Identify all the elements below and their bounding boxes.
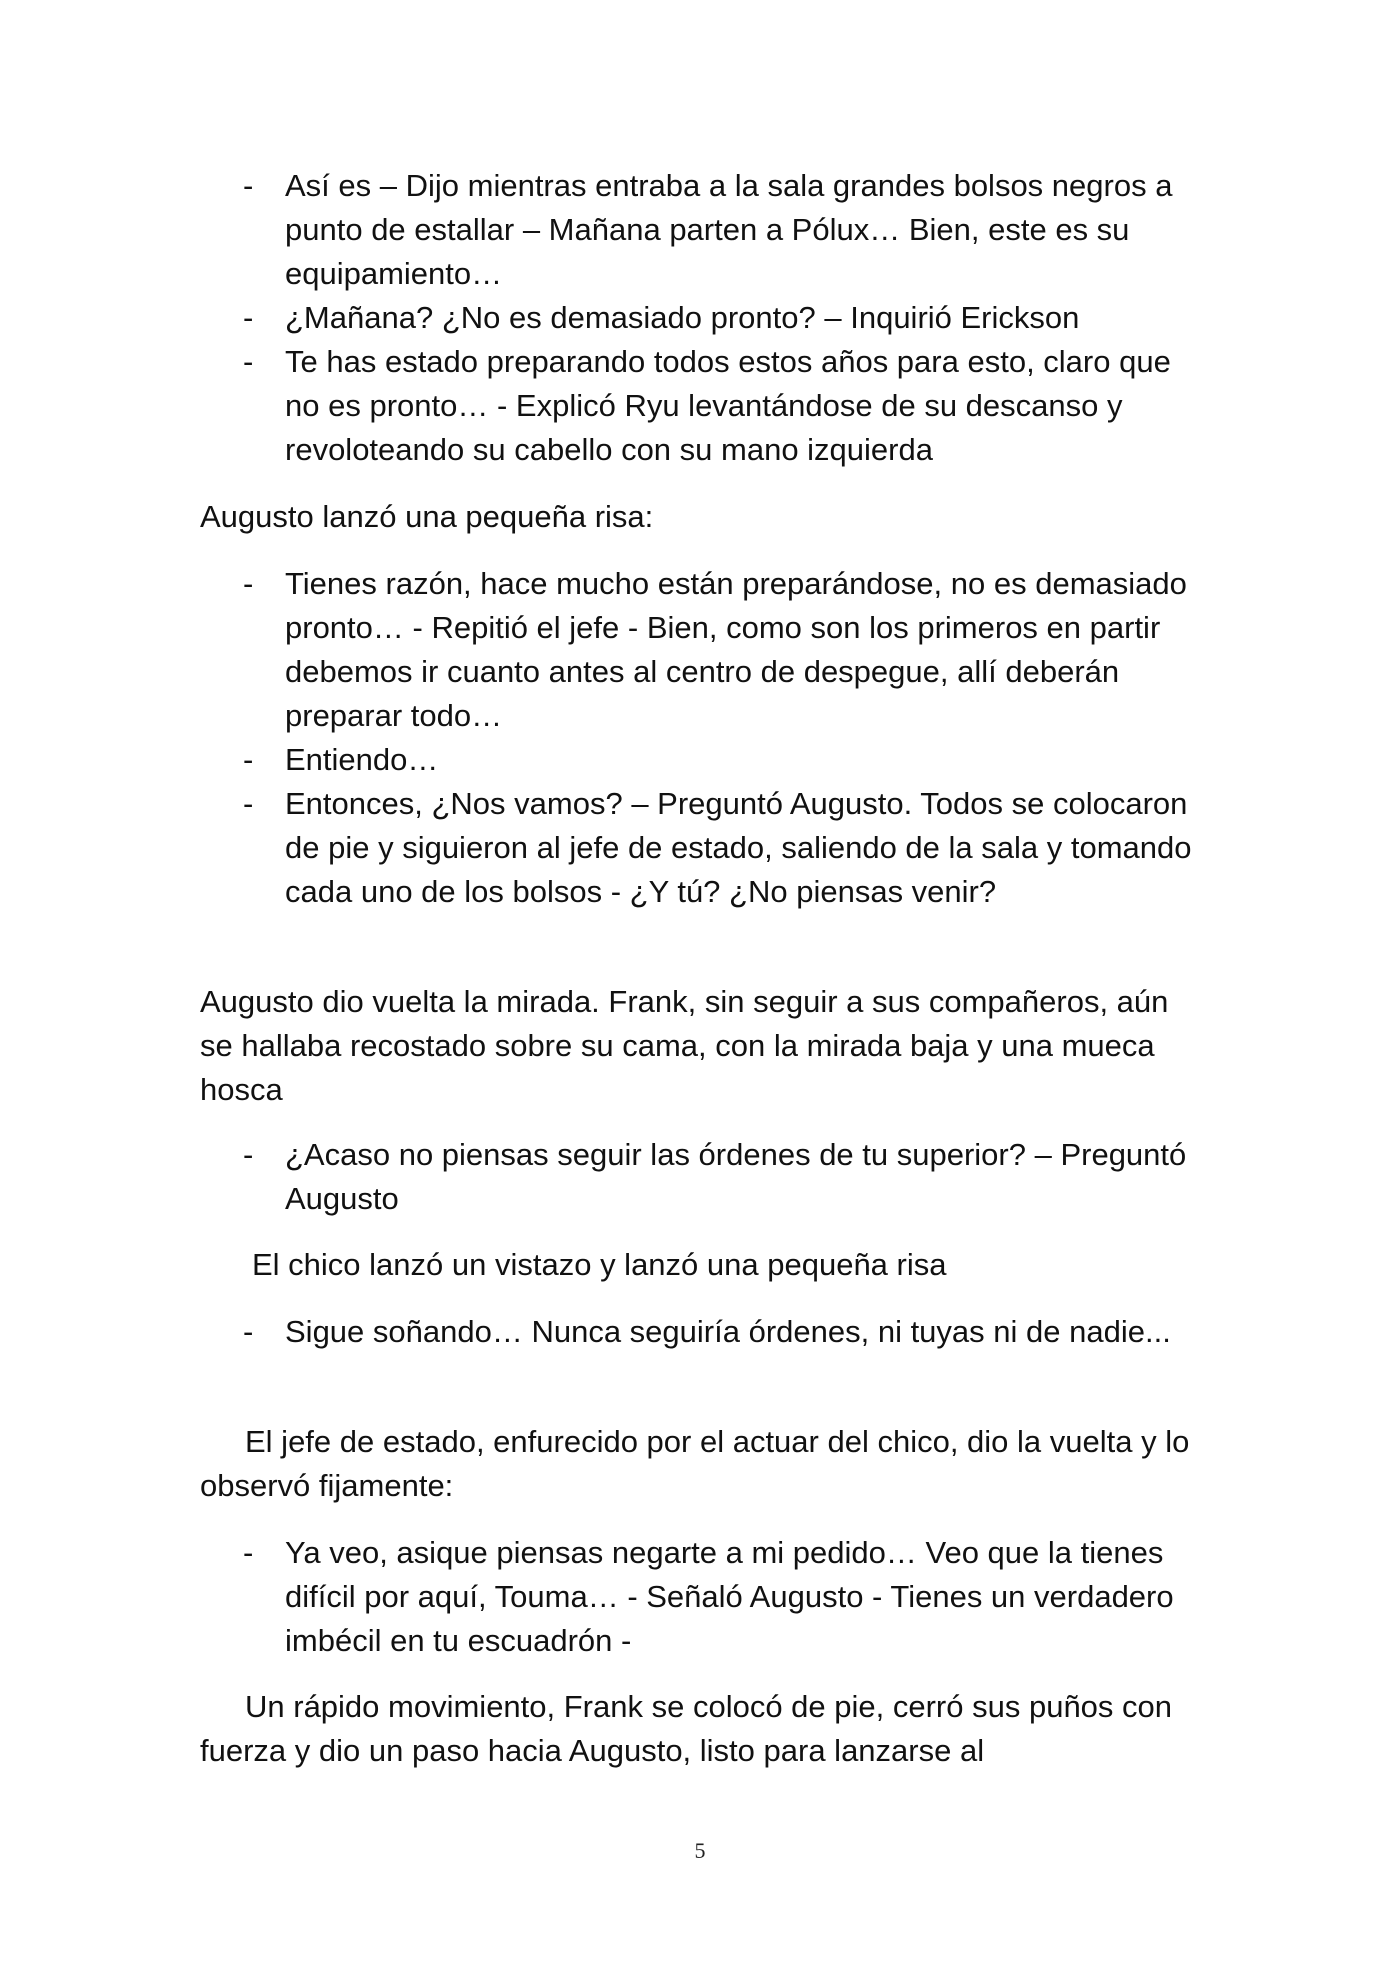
dialogue-dash: - (243, 1535, 254, 1570)
narration-paragraph: El chico lanzó un vistazo y lanzó una pequeña risa (252, 1247, 947, 1282)
dialogue-line (0, 1310, 1400, 1354)
dialogue-block-2 (0, 562, 1400, 914)
dialogue-line (0, 296, 1400, 340)
dialogue-list-3 (0, 1133, 1400, 1221)
narration-paragraph: Augusto lanzó una pequeña risa: (200, 499, 654, 534)
dialogue-text: Ya veo, asique piensas negarte a mi pedido… Veo que la tienes difícil por aquí, Touma… - Señaló Augusto - Tienes un verdadero imbécil en tu escuadrón - (285, 1535, 1174, 1658)
narration-block-3 (0, 1243, 1400, 1287)
dialogue-list-2 (0, 562, 1400, 914)
dialogue-dash: - (243, 1314, 254, 1349)
dialogue-dash: - (243, 566, 254, 601)
dialogue-text: ¿Mañana? ¿No es demasiado pronto? – Inquirió Erickson (285, 300, 1080, 335)
dialogue-text: Sigue soñando… Nunca seguiría órdenes, ni tuyas ni de nadie... (285, 1314, 1171, 1349)
dialogue-dash: - (243, 742, 254, 777)
narration-paragraph: Un rápido movimiento, Frank se colocó de pie, cerró sus puños con fuerza y dio un paso hacia Augusto, listo para lanzarse al (200, 1689, 1173, 1768)
dialogue-dash: - (243, 786, 254, 821)
dialogue-line (0, 738, 1400, 782)
dialogue-dash: - (243, 1137, 254, 1172)
dialogue-text: Entonces, ¿Nos vamos? – Preguntó Augusto. Todos se colocaron de pie y siguieron al jefe de estado, saliendo de la sala y tomando cada uno de los bolsos - ¿Y tú? ¿No piensas venir? (285, 786, 1192, 909)
dialogue-block-3 (0, 1133, 1400, 1221)
dialogue-line (0, 1133, 1400, 1221)
dialogue-dash: - (243, 300, 254, 335)
dialogue-text: Te has estado preparando todos estos años para esto, claro que no es pronto… - Explicó Ryu levantándose de su descanso y revoloteando su cabello con su mano izquierda (285, 344, 1171, 467)
dialogue-dash: - (243, 344, 254, 379)
dialogue-block-1 (0, 164, 1400, 472)
dialogue-list-5 (0, 1531, 1400, 1663)
page-number: 5 (694, 1838, 706, 1863)
dialogue-list-4 (0, 1310, 1400, 1354)
narration-paragraph: El jefe de estado, enfurecido por el actuar del chico, dio la vuelta y lo observó fijamente: (200, 1424, 1190, 1503)
dialogue-block-4 (0, 1310, 1400, 1354)
narration-paragraph: Augusto dio vuelta la mirada. Frank, sin seguir a sus compañeros, aún se hallaba recostado sobre su cama, con la mirada baja y una mueca hosca (200, 984, 1169, 1107)
dialogue-block-5 (0, 1531, 1400, 1663)
dialogue-dash: - (243, 168, 254, 203)
narration-block-2 (0, 980, 1400, 1112)
dialogue-text: Tienes razón, hace mucho están preparándose, no es demasiado pronto… - Repitió el jefe - Bien, como son los primeros en partir debemos ir cuanto antes al centro de despegue, allí deberán preparar todo… (285, 566, 1187, 733)
dialogue-text: Así es – Dijo mientras entraba a la sala grandes bolsos negros a punto de estallar – Mañana parten a Pólux… Bien, este es su equipamiento… (285, 168, 1173, 291)
narration-block-5 (0, 1685, 1400, 1773)
narration-block-4 (0, 1420, 1400, 1508)
dialogue-text: ¿Acaso no piensas seguir las órdenes de tu superior? – Preguntó Augusto (285, 1137, 1187, 1216)
narration-block-1 (0, 495, 1400, 539)
dialogue-list-1 (0, 164, 1400, 472)
dialogue-line (0, 340, 1400, 472)
dialogue-text: Entiendo… (285, 742, 439, 777)
dialogue-line (0, 782, 1400, 914)
dialogue-line (0, 1531, 1400, 1663)
dialogue-line (0, 562, 1400, 738)
dialogue-line (0, 164, 1400, 296)
